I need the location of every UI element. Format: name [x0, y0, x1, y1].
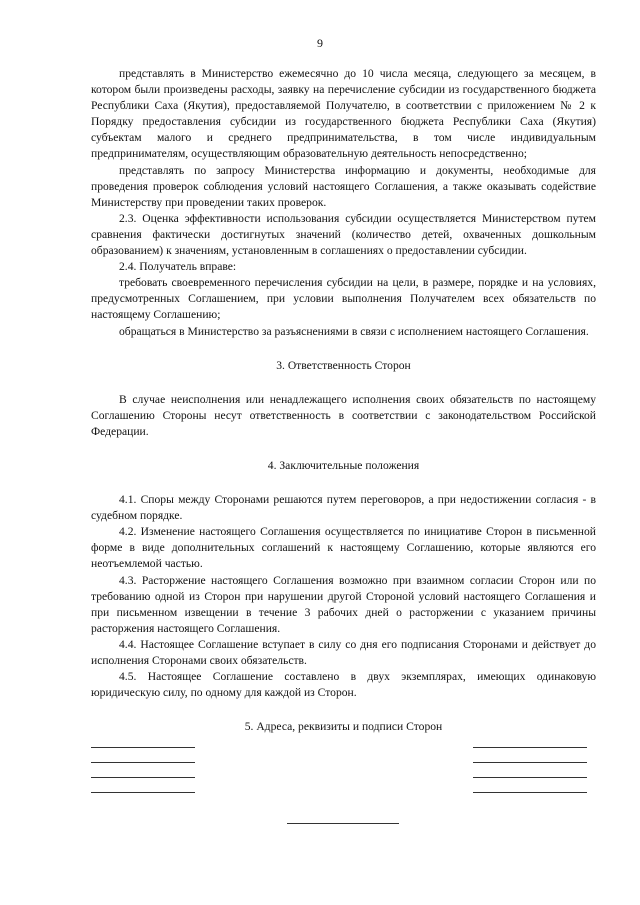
- paragraph-2-4-rights: 2.4. Получатель вправе:: [119, 260, 237, 274]
- left-party-line-2: [91, 762, 195, 763]
- right-party-line-3: [473, 777, 587, 778]
- paragraph-liability: В случае неисполнения или ненадлежащего исполнения своих обязательств по настоящему Соглашению Стороны несут ответственность в соответствии с законодательством Российской Федерации.: [91, 392, 596, 438]
- paragraph-4-4: 4.4. Настоящее Соглашение вступает в силу со дня его подписания Сторонами и действует до исполнения Сторонами своих обязательств.: [91, 637, 596, 667]
- left-party-line-3: [91, 777, 195, 778]
- right-party-line-4: [473, 792, 587, 793]
- right-party-line-1: [473, 747, 587, 748]
- page-number: 9: [317, 36, 323, 50]
- paragraph-4-5: 4.5. Настоящее Соглашение составлено в двух экземплярах, имеющих одинаковую юридическую силу, по одному для каждой из Сторон.: [91, 670, 596, 700]
- paragraph-request-clarification: обращаться в Министерство за разъяснениями в связи с исполнением настоящего Соглашения.: [119, 324, 589, 338]
- right-party-line-2: [473, 762, 587, 763]
- left-party-line-4: [91, 792, 195, 793]
- paragraph-provide-info: представлять по запросу Министерства информацию и документы, необходимые для проведения проверок соблюдения условий настоящего Соглашения, а также оказывать содействие Министерству при проведении таких проверок.: [91, 163, 596, 209]
- left-party-line-1: [91, 747, 195, 748]
- bottom-separator-line: [287, 823, 399, 824]
- section-heading-5: 5. Адреса, реквизиты и подписи Сторон: [244, 720, 443, 734]
- paragraph-4-3: 4.3. Расторжение настоящего Соглашения возможно при взаимном согласии Сторон или по требованию одной из Сторон при нарушении другой Стороной условий настоящего Соглашения и при письменном извещении в течение 3 рабочих дней о расторжении с указанием причины расторжения настоящего Соглашения.: [91, 573, 596, 635]
- section-heading-3: 3. Ответственность Сторон: [276, 358, 411, 372]
- paragraph-demand-transfer: требовать своевременного перечисления субсидии на цели, в размере, порядке и на условиях, предусмотренных Соглашением, при условии выполнения Получателем всех обязательств по настоящему Соглашению;: [91, 276, 596, 322]
- document-body: [91, 66, 596, 753]
- paragraph-4-2: 4.2. Изменение настоящего Соглашения осуществляется по инициативе Сторон в письменной форме в виде дополнительных соглашений к настоящему Соглашению, которые являются его неотъемлемой частью.: [91, 525, 596, 571]
- paragraph-submit-request: представлять в Министерство ежемесячно до 10 числа месяца, следующего за месяцем, в котором были произведены расходы, заявку на перечисление субсидии из государственного бюджета Республики Саха (Якутия), предоставляемой Получателю, в соответствии с приложением № 2 к Порядку предоставления субсидии из государственного бюджета Республики Саха (Якутия) субъектам малого и среднего предпринимательства, в том числе индивидуальным предпринимателям, осуществляющим образовательную деятельность непосредственно;: [91, 67, 596, 161]
- section-heading-4: 4. Заключительные положения: [267, 458, 420, 472]
- paragraph-2-3-evaluation: 2.3. Оценка эффективности использования субсидии осуществляется Министерством путем сравнения фактически достигнутых значений (количество детей, охваченных дошкольным образованием) к значениям, установленным в соглашениях о предоставлении субсидии.: [91, 211, 596, 258]
- paragraph-4-1: 4.1. Споры между Сторонами решаются путем переговоров, а при недостижении согласия - в судебном порядке.: [91, 493, 596, 523]
